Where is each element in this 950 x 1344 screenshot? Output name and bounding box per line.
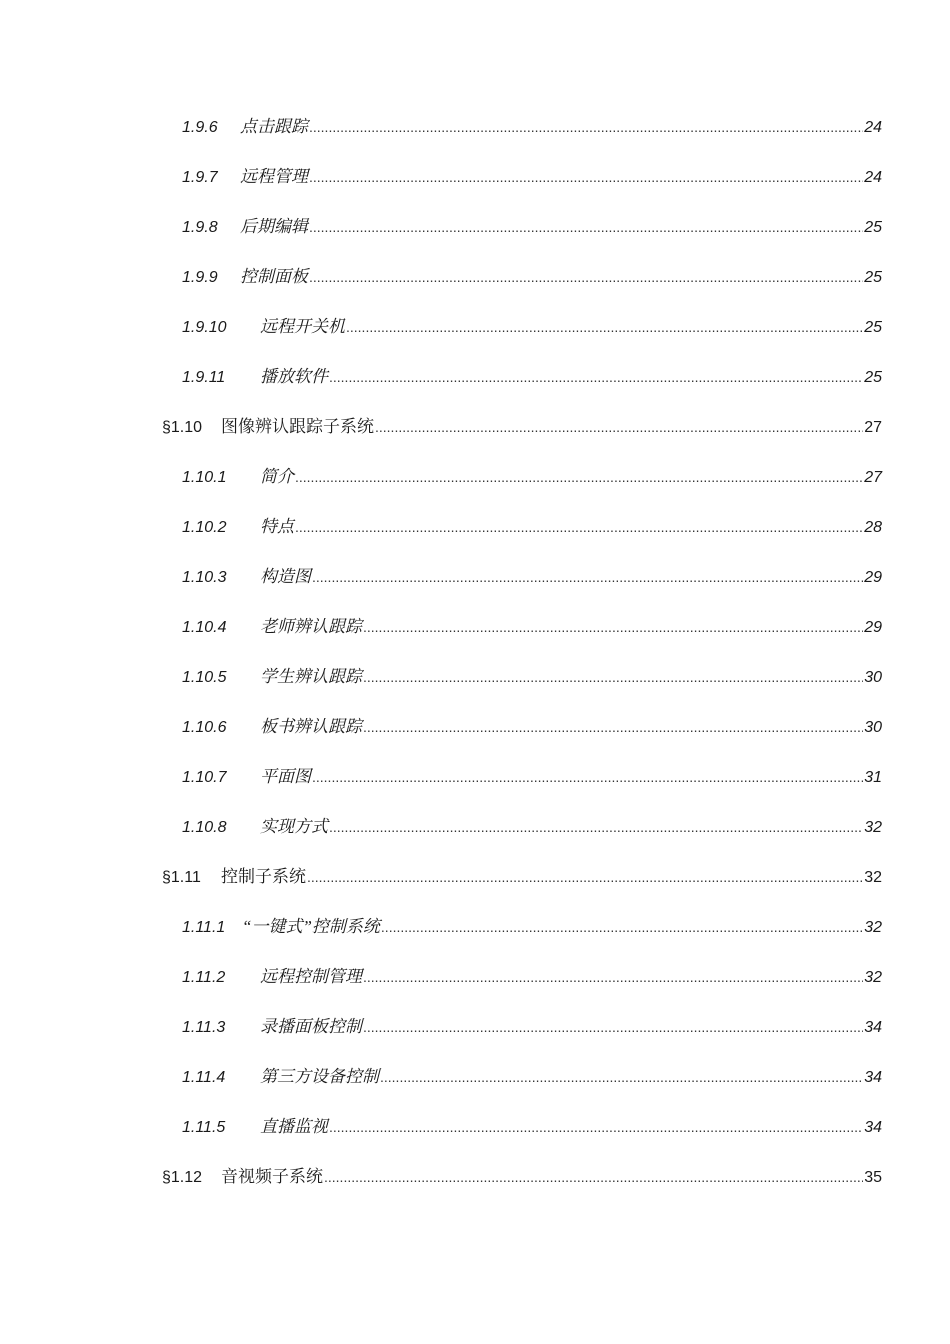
- toc-entry-number: 1.10.4: [182, 619, 227, 636]
- toc-entry-1-10-1[interactable]: [182, 462, 882, 492]
- toc-entry-number: 1.11.3: [182, 1019, 226, 1036]
- toc-entry-1-9-11[interactable]: [182, 362, 882, 392]
- toc-entry-title: 老师辨认跟踪: [260, 617, 362, 636]
- toc-dot-leader: [309, 262, 863, 292]
- toc-entry-number: §1.12: [162, 1169, 203, 1186]
- toc-entry-page: 32: [864, 919, 882, 936]
- toc-dot-leader: [307, 862, 863, 892]
- toc-entry-1-9-10[interactable]: [182, 312, 882, 342]
- toc-dot-leader: [375, 412, 863, 442]
- toc-entry-number: 1.9.9: [182, 269, 218, 286]
- toc-entry-1-11-4[interactable]: [182, 1062, 882, 1092]
- toc-dot-leader: [309, 162, 863, 192]
- toc-entry-page: 30: [864, 719, 882, 736]
- toc-entry-title: 特点: [260, 517, 294, 536]
- toc-dot-leader: [329, 362, 863, 392]
- toc-entry-number: 1.10.3: [182, 569, 227, 586]
- toc-dot-leader: [295, 462, 863, 492]
- toc-entry-title: 控制子系统: [221, 867, 306, 886]
- toc-entry-1-10-2[interactable]: [182, 512, 882, 542]
- toc-entry-title: 学生辨认跟踪: [260, 667, 362, 686]
- toc-entry-page: 25: [864, 369, 882, 386]
- toc-entry-number: §1.11: [162, 869, 201, 886]
- toc-entry-page: 24: [864, 119, 882, 136]
- toc-entry-page: 34: [864, 1019, 882, 1036]
- toc-entry-1-10-7[interactable]: [182, 762, 882, 792]
- toc-entry-1-11-3[interactable]: [182, 1012, 882, 1042]
- toc-entry-page: 31: [864, 769, 882, 786]
- toc-dot-leader: [363, 712, 863, 742]
- toc-entry-page: 32: [864, 869, 882, 886]
- toc-entry-page: 34: [864, 1069, 882, 1086]
- toc-entry-1-10-5[interactable]: [182, 662, 882, 692]
- toc-entry-title: 远程开关机: [260, 317, 345, 336]
- toc-entry-title: 板书辨认跟踪: [260, 717, 362, 736]
- toc-entry-number: 1.10.7: [182, 769, 227, 786]
- toc-entry-1-10-3[interactable]: [182, 562, 882, 592]
- toc-dot-leader: [324, 1162, 863, 1192]
- toc-entry-title: 远程管理: [240, 167, 308, 186]
- toc-entry-title: 点击跟踪: [240, 117, 308, 136]
- toc-dot-leader: [329, 812, 863, 842]
- toc-entry-page: 27: [864, 469, 882, 486]
- toc-dot-leader: [312, 562, 863, 592]
- toc-entry-number: 1.9.8: [182, 219, 218, 236]
- toc-entry-page: 29: [864, 619, 882, 636]
- toc-dot-leader: [363, 612, 863, 642]
- toc-entry-1-9-6[interactable]: [182, 112, 882, 142]
- toc-dot-leader: [329, 1112, 863, 1142]
- toc-entry-1-11-5[interactable]: [182, 1112, 882, 1142]
- toc-entry-number: 1.11.4: [182, 1069, 226, 1086]
- toc-entry-title: 第三方设备控制: [260, 1067, 379, 1086]
- toc-entry-number: 1.10.5: [182, 669, 227, 686]
- toc-dot-leader: [363, 662, 863, 692]
- toc-entry-1-11-1[interactable]: [182, 912, 882, 942]
- toc-entry-page: 32: [864, 969, 882, 986]
- toc-entry-title: 图像辨认跟踪子系统: [221, 417, 374, 436]
- toc-entry-number: 1.10.6: [182, 719, 227, 736]
- toc-dot-leader: [346, 312, 863, 342]
- toc-entry-title: 音视频子系统: [221, 1167, 323, 1186]
- toc-entry-title: 简介: [260, 467, 294, 486]
- toc-entry-1-12[interactable]: [162, 1162, 882, 1192]
- toc-dot-leader: [363, 962, 863, 992]
- toc-entry-page: 29: [864, 569, 882, 586]
- toc-entry-number: 1.9.10: [182, 319, 227, 336]
- toc-entry-1-10-4[interactable]: [182, 612, 882, 642]
- toc-dot-leader: [380, 1062, 863, 1092]
- toc-entry-1-11[interactable]: [162, 862, 882, 892]
- toc-entry-number: 1.11.1: [182, 919, 226, 936]
- toc-entry-title: 远程控制管理: [260, 967, 362, 986]
- toc-dot-leader: [312, 762, 863, 792]
- toc-entry-title: 构造图: [260, 567, 311, 586]
- toc-entry-1-9-9[interactable]: [182, 262, 882, 292]
- toc-entry-number: 1.9.7: [182, 169, 218, 186]
- toc-entry-title: 播放软件: [260, 367, 328, 386]
- toc-entry-number: 1.11.5: [182, 1119, 226, 1136]
- toc-entry-title: 平面图: [260, 767, 311, 786]
- toc-entry-1-10[interactable]: [162, 412, 882, 442]
- toc-entry-title: 后期编辑: [240, 217, 308, 236]
- toc-dot-leader: [309, 212, 863, 242]
- toc-entry-page: 25: [864, 319, 882, 336]
- toc-entry-title: “一键式”控制系统: [242, 917, 380, 936]
- toc-entry-number: 1.9.6: [182, 119, 218, 136]
- toc-entry-title: 直播监视: [260, 1117, 328, 1136]
- toc-entry-page: 27: [864, 419, 882, 436]
- toc-entry-page: 28: [864, 519, 882, 536]
- toc-entry-1-9-7[interactable]: [182, 162, 882, 192]
- toc-entry-number: 1.10.2: [182, 519, 227, 536]
- toc-entry-page: 30: [864, 669, 882, 686]
- toc-dot-leader: [309, 112, 863, 142]
- toc-entry-page: 34: [864, 1119, 882, 1136]
- toc-entry-number: 1.10.1: [182, 469, 227, 486]
- toc-dot-leader: [363, 1012, 863, 1042]
- toc-entry-page: 24: [864, 169, 882, 186]
- toc-entry-number: 1.11.2: [182, 969, 226, 986]
- toc-entry-title: 控制面板: [240, 267, 308, 286]
- toc-dot-leader: [381, 912, 863, 942]
- toc-entry-page: 32: [864, 819, 882, 836]
- toc-entry-page: 25: [864, 219, 882, 236]
- toc-entry-page: 25: [864, 269, 882, 286]
- toc-entry-number: §1.10: [162, 419, 203, 436]
- toc-entry-1-10-8[interactable]: [182, 812, 882, 842]
- toc-entry-number: 1.10.8: [182, 819, 227, 836]
- toc-entry-1-9-8[interactable]: [182, 212, 882, 242]
- toc-dot-leader: [295, 512, 863, 542]
- toc-entry-title: 录播面板控制: [260, 1017, 362, 1036]
- toc-entry-number: 1.9.11: [182, 369, 226, 386]
- toc-entry-1-11-2[interactable]: [182, 962, 882, 992]
- toc-entry-1-10-6[interactable]: [182, 712, 882, 742]
- toc-entry-page: 35: [864, 1169, 882, 1186]
- toc-entry-title: 实现方式: [260, 817, 328, 836]
